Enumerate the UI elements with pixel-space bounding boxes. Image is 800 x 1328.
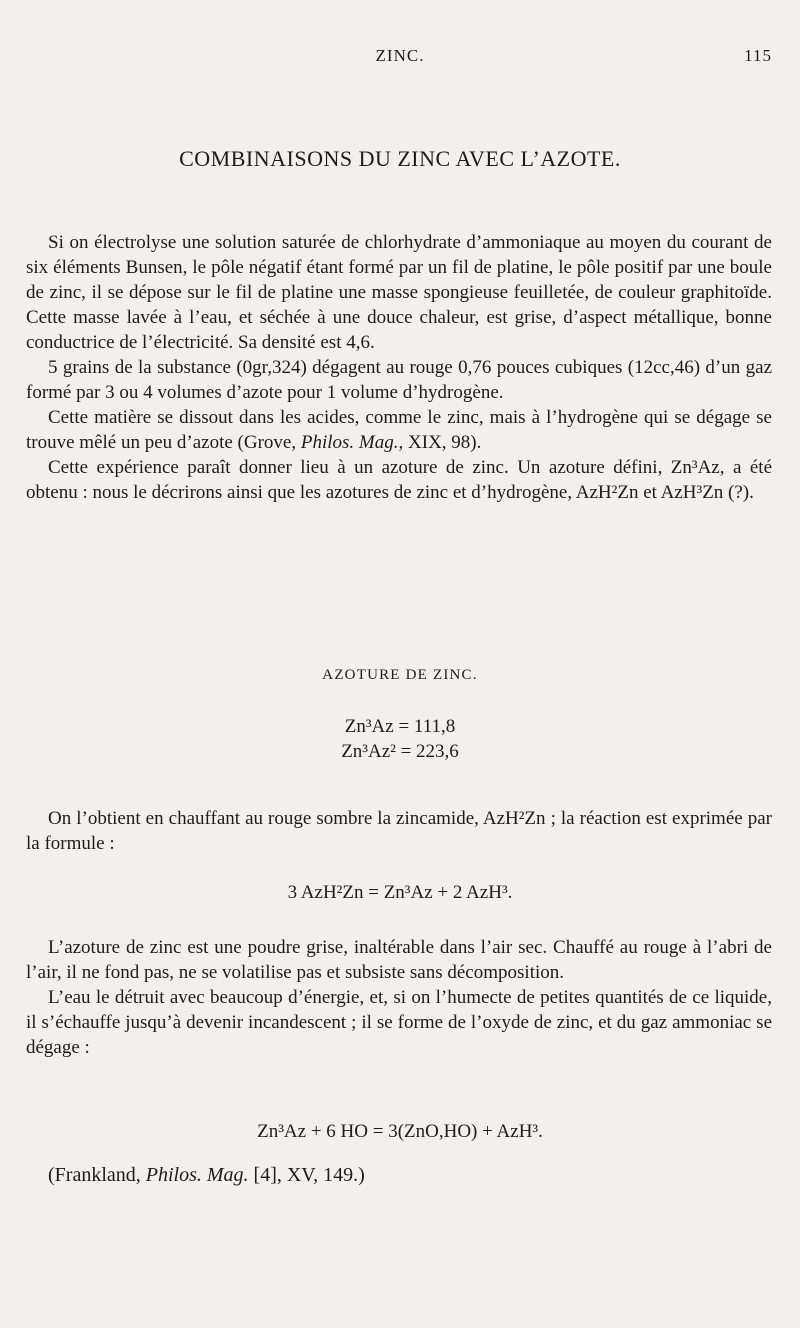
journal-reference: Philos. Mag. [145,1164,249,1186]
section-text [26,806,772,856]
paragraph-text: Cette matière se dissout dans les acides, comme le zinc, mais à l’hydrogène qui se dégage se trouve mêlé un peu d’azote (Grove, [26,407,772,453]
paragraph: Si on électrolyse une solution saturée de chlorhydrate d’ammoniaque au moyen du courant de six éléments Bunsen, le pôle négatif étant formé par un fil de platine, le pôle positif par une boule de zinc, il se dépose sur le fil de platine une masse spongieuse feuilletée, de couleur graphitoïde. Cette masse lavée à l’eau, et séchée à une douce chaleur, est grise, d’aspect métallique, bonne conductrice de l’électricité. Sa densité est 4,6. [26,232,772,353]
formula-weight: Zn³Az² = 223,6 [341,741,459,762]
chapter-title: COMBINAISONS DU ZINC AVEC L’AZOTE. [179,146,621,171]
intro-text [26,230,772,505]
formula-weight: Zn³Az = 111,8 [344,716,456,737]
citation-text: [4], XV, 149.) [248,1164,365,1186]
running-title: ZINC. [375,46,425,65]
journal-reference: Philos. Mag. [300,432,399,453]
paragraph: On l’obtient en chauffant au rouge sombre la zincamide, AzH²Zn ; la réaction est exprimée par la formule : [26,808,772,854]
citation [48,1164,365,1187]
paragraph [26,405,772,455]
chemical-equation: 3 AzH²Zn = Zn³Az + 2 AzH³. [287,882,513,903]
paragraph: L’eau le détruit avec beaucoup d’énergie, et, si on l’humecte de petites quantités de ce liquide, il s’échauffe jusqu’à devenir incandescent ; il se forme de l’oxyde de zinc, et du gaz ammoniac se dégage : [26,987,772,1058]
running-header [28,46,772,70]
paragraph: 5 grains de la substance (0gr,324) dégagent au rouge 0,76 pouces cubiques (12cc,46) d’un gaz formé par 3 ou 4 volumes d’azote pour 1 volume d’hydrogène. [26,357,772,403]
section-heading: AZOTURE DE ZINC. [322,667,478,683]
paragraph: Cette expérience paraît donner lieu à un azoture de zinc. Un azoture défini, Zn³Az, a été obtenu : nous le décrirons ainsi que les azotures de zinc et d’hydrogène, AzH²Zn et AzH³Zn (?). [26,457,772,503]
page-number: 115 [744,46,772,65]
citation-text: (Frankland, [48,1164,146,1186]
paragraph: L’azoture de zinc est une poudre grise, inaltérable dans l’air sec. Chauffé au rouge à l’abri de l’air, il ne fond pas, ne se volatilise pas et subsiste sans décomposition. [26,937,772,983]
section-text [26,935,772,1060]
paragraph-text: , XIX, 98). [398,432,482,453]
chemical-equation: Zn³Az + 6 HO = 3(ZnO,HO) + AzH³. [257,1121,543,1142]
